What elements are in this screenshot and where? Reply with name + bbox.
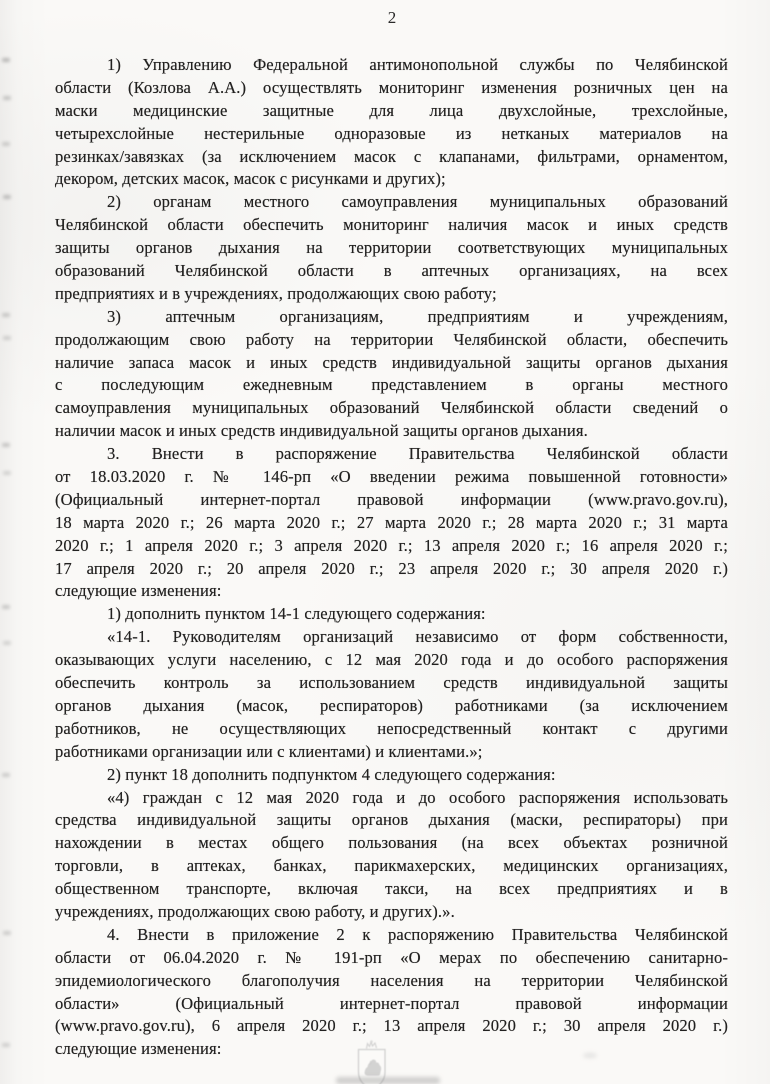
paragraph-4-line-7: следующие изменения: <box>55 581 222 601</box>
page-number: 2 <box>387 8 397 27</box>
document-body <box>55 54 728 1061</box>
paragraph-2-line-5: предприятиях и в учреждениях, продолжающих свою работу; <box>55 283 497 303</box>
paragraph-9-line-1: 4. Внести в приложение 2 к распоряжению Правительства Челябинской <box>107 924 728 944</box>
paragraph-8-line-4: торговли, в аптеках, банках, парикмахерских, медицинских организациях, <box>55 856 728 876</box>
paragraph-2-line-3: защиты органов дыхания на территории соответствующих муниципальных <box>55 238 728 258</box>
paragraph-3-line-6: наличии масок и иных средств индивидуальной защиты органов дыхания. <box>55 421 588 441</box>
paragraph-1-line-5: резинках/завязках (за исключением масок с клапанами, фильтрами, орнаментом, <box>55 146 728 166</box>
scan-stray-mark <box>583 1053 597 1058</box>
paragraph-6-line-1: «14-1. Руководителям организаций независимо от форм собственности, <box>107 627 728 647</box>
cut-off-caption-smudge <box>336 1077 440 1084</box>
paragraph-6-line-3: обеспечить контроль за использованием средств индивидуальной защиты <box>55 673 728 693</box>
paragraph-1-line-6: декором, детских масок, масок с рисунками и других); <box>55 169 446 189</box>
paragraph-9-line-4: области» (Официальный интернет-портал правовой информации <box>55 993 728 1013</box>
paragraph-4-line-6: 17 апреля 2020 г.; 20 апреля 2020 г.; 23 апреля 2020 г.; 30 апреля 2020 г.) <box>55 558 728 578</box>
paragraph-1-line-1: 1) Управлению Федеральной антимонопольной службы по Челябинской <box>107 55 728 74</box>
paragraph-1-line-2: области (Козлова А.А.) осуществлять мониторинг изменения розничных цен на <box>55 77 728 97</box>
paragraph-4-line-4: 18 марта 2020 г.; 26 марта 2020 г.; 27 марта 2020 г.; 28 марта 2020 г.; 31 марта <box>55 512 728 532</box>
paragraph-4-line-1: 3. Внести в распоряжение Правительства Челябинской области <box>107 444 728 464</box>
paragraph-6-line-5: работников, не осуществляющих непосредственный контакт с другими <box>55 718 728 738</box>
paragraph-3-line-4: с последующим ежедневным представлением в органы местного <box>55 375 728 395</box>
paragraph-8-line-6: учреждениях, продолжающих свою работу, и других).». <box>55 901 455 921</box>
paragraph-9-line-3: эпидемиологического благополучия населения на территории Челябинской <box>55 970 728 990</box>
paragraph-4-line-5: 2020 г.; 1 апреля 2020 г.; 3 апреля 2020 г.; 13 апреля 2020 г.; 16 апреля 2020 г.; <box>55 535 728 555</box>
paragraph-3-line-1: 3) аптечным организациям, предприятиям и учреждениям, <box>107 306 728 326</box>
paragraph-2-line-2: Челябинской области обеспечить мониторинг наличия масок и иных средств <box>55 215 728 235</box>
paragraph-4-line-3: (Официальный интернет-портал правовой информации (www.pravo.gov.ru), <box>55 489 728 509</box>
paragraph-9-line-2: области от 06.04.2020 г. № 191-рп «О мерах по обеспечению санитарно- <box>55 947 728 967</box>
paragraph-9-line-6: следующие изменения: <box>55 1039 222 1059</box>
paragraph-3-line-5: самоуправления муниципальных образований Челябинской области сведений о <box>55 398 728 418</box>
paragraph-2-line-4: образований Челябинской области в аптечных организациях, на всех <box>55 261 728 281</box>
paragraph-1-line-3: маски медицинские защитные для лица двухслойные, трехслойные, <box>55 100 728 120</box>
paragraph-8-line-3: нахождении в местах общего пользования (на всех объектах розничной <box>55 833 728 853</box>
paragraph-8-line-5: общественном транспорте, включая такси, на всех предприятиях и в <box>55 879 728 899</box>
paragraph-7-line-1: 2) пункт 18 дополнить подпунктом 4 следующего содержания: <box>107 764 556 784</box>
paragraph-8-line-1: «4) граждан с 12 мая 2020 года и до особого распоряжения использовать <box>107 787 728 807</box>
scan-smudge-artifacts <box>2 58 10 62</box>
paragraph-6-line-4: органов дыхания (масок, респираторов) работниками (за исключением <box>55 695 728 715</box>
paragraph-3-line-2: продолжающим свою работу на территории Челябинской области, обеспечить <box>55 329 728 349</box>
paragraph-8-line-2: средства индивидуальной защиты органов дыхания (маски, респираторы) при <box>55 810 728 830</box>
paragraph-1-line-4: четырехслойные нестерильные одноразовые из нетканых материалов на <box>55 123 728 143</box>
paragraph-6-line-2: оказывающих услуги населению, с 12 мая 2020 года и до особого распоряжения <box>55 650 728 670</box>
paragraph-5-line-1: 1) дополнить пунктом 14-1 следующего содержания: <box>107 604 486 624</box>
paragraph-6-line-6: работниками организации или с клиентами) и клиентами.»; <box>55 741 483 761</box>
paragraph-9-line-5: (www.pravo.gov.ru), 6 апреля 2020 г.; 13 апреля 2020 г.; 30 апреля 2020 г.) <box>55 1016 728 1036</box>
paragraph-2-line-1: 2) органам местного самоуправления муниципальных образований <box>107 192 728 212</box>
paragraph-4-line-2: от 18.03.2020 г. № 146-рп «О введении режима повышенной готовности» <box>55 467 728 487</box>
paragraph-3-line-3: наличие запаса масок и иных средств индивидуальной защиты органов дыхания <box>55 352 728 372</box>
